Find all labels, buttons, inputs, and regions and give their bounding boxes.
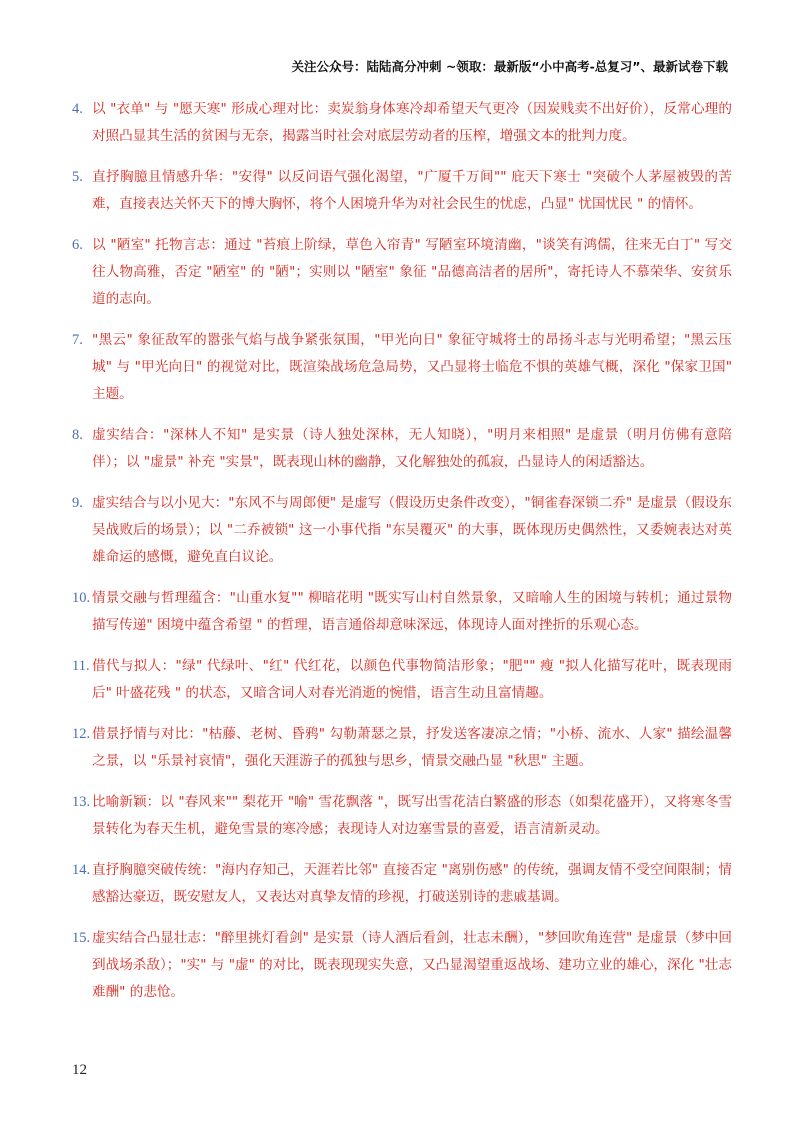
item-number: 11. — [72, 658, 90, 674]
list-item — [72, 422, 732, 476]
list-item — [72, 721, 732, 775]
item-number: 13. — [72, 794, 91, 810]
item-text: 借景抒情与对比："枯藤、老树、昏鸦" 勾勒萧瑟之景，抒发送客凄凉之情；"小桥、流水、人家" 描绘温馨之景，以 "乐景衬哀情"，强化天涯游子的孤独与思乡，情景交融凸显 "秋思" 主题。 — [92, 726, 732, 769]
item-text: 以 "衣单" 与 "愿天寒" 形成心理对比：卖炭翁身体寒冷却希望天气更冷（因炭贱卖不出好价），反常心理的对照凸显其生活的贫困与无奈，揭露当时社会对底层劳动者的压榨，增强文本的批判力度。 — [92, 101, 732, 144]
item-number: 8. — [72, 427, 83, 443]
item-text: 虚实结合凸显壮志："醉里挑灯看剑" 是实景（诗人酒后看剑，壮志未酬），"梦回吹角连营" 是虚景（梦中回到战场杀敌）；"实" 与 "虚" 的对比，既表现现实失意，又凸显渴望重返战场、建功立业的雄心，深化 "壮志难酬" 的悲怆。 — [92, 930, 732, 1000]
item-text: 比喻新颖：以 "春风来"" 梨花开 "喻" 雪花飘落 "，既写出雪花洁白繁盛的形态（如梨花盛开），又将寒冬雪景转化为春天生机，避免雪景的寒冷感；表现诗人对边塞雪景的喜爱，语言清新灵动。 — [92, 794, 732, 837]
item-number: 4. — [72, 101, 83, 117]
list-item — [72, 490, 732, 571]
item-text: 情景交融与哲理蕴含："山重水复"" 柳暗花明 "既实写山村自然景象，又暗喻人生的困境与转机；通过景物描写传递" 困境中蕴含希望 " 的哲理，语言通俗却意味深远，体现诗人面对挫折的乐观心态。 — [92, 590, 732, 633]
item-text: "黑云" 象征敌军的嚣张气焰与战争紧张氛围，"甲光向日" 象征守城将士的昂扬斗志与光明希望；"黑云压城" 与 "甲光向日" 的视觉对比，既渲染战场危急局势，又凸显将士临危不惧的英雄气概，深化 "保家卫国" 主题。 — [92, 332, 732, 402]
item-text: 虚实结合与以小见大："东风不与周郎便" 是虚写（假设历史条件改变），"铜雀春深锁二乔" 是虚景（假设东吴战败后的场景）；以 "二乔被锁" 这一小事代指 "东吴覆灭" 的大事，既体现历史偶然性，又委婉表达对英雄命运的感慨，避免直白议论。 — [92, 495, 732, 565]
item-number: 7. — [72, 332, 83, 348]
item-text: 直抒胸臆且情感升华："安得" 以反问语气强化渴望，"广厦千万间"" 庇天下寒士 "突破个人茅屋被毁的苦难，直接表达关怀天下的博大胸怀，将个人困境升华为对社会民生的忧虑，凸显" 忧国忧民 " 的情怀。 — [92, 169, 732, 212]
item-text: 虚实结合："深林人不知" 是实景（诗人独处深林，无人知晓），"明月来相照" 是虚景（明月仿佛有意陪伴）；以 "虚景" 补充 "实景"，既表现山林的幽静，又化解独处的孤寂，凸显诗人的闲适豁达。 — [92, 427, 732, 470]
page-header: 关注公众号：陆陆高分冲刺 ~领取：最新版“小中高考-总复习”、最新试卷下载 — [291, 59, 728, 74]
answer-list — [72, 96, 732, 1020]
list-item — [72, 925, 732, 1006]
item-number: 5. — [72, 169, 83, 185]
item-text: 借代与拟人："绿" 代绿叶、"红" 代红花，以颜色代事物简洁形象；"肥"" 瘦 "拟人化描写花叶，既表现雨后" 叶盛花残 " 的状态，又暗含词人对春光消逝的惋惜，语言生动且富情趣。 — [92, 658, 732, 701]
page-number: 12 — [72, 1062, 87, 1078]
list-item — [72, 857, 732, 911]
list-item — [72, 164, 732, 218]
item-text: 直抒胸臆突破传统："海内存知己，天涯若比邻" 直接否定 "离别伤感" 的传统，强调友情不受空间限制；情感豁达豪迈，既安慰友人，又表达对真挚友情的珍视，打破送别诗的悲戚基调。 — [92, 862, 732, 905]
list-item — [72, 789, 732, 843]
item-text: 以 "陋室" 托物言志：通过 "苔痕上阶绿，草色入帘青" 写陋室环境清幽，"谈笑有鸿儒，往来无白丁" 写交往人物高雅，否定 "陋室" 的 "陋"；实则以 "陋室" 象征 "品德高洁者的居所"，寄托诗人不慕荣华、安贫乐道的志向。 — [92, 237, 732, 307]
list-item — [72, 327, 732, 408]
item-number: 14. — [72, 862, 91, 878]
item-number: 10. — [72, 590, 91, 606]
item-number: 15. — [72, 930, 91, 946]
list-item — [72, 96, 732, 150]
list-item — [72, 653, 732, 707]
item-number: 6. — [72, 237, 83, 253]
item-number: 12. — [72, 726, 91, 742]
item-number: 9. — [72, 495, 83, 511]
list-item — [72, 232, 732, 313]
list-item — [72, 585, 732, 639]
